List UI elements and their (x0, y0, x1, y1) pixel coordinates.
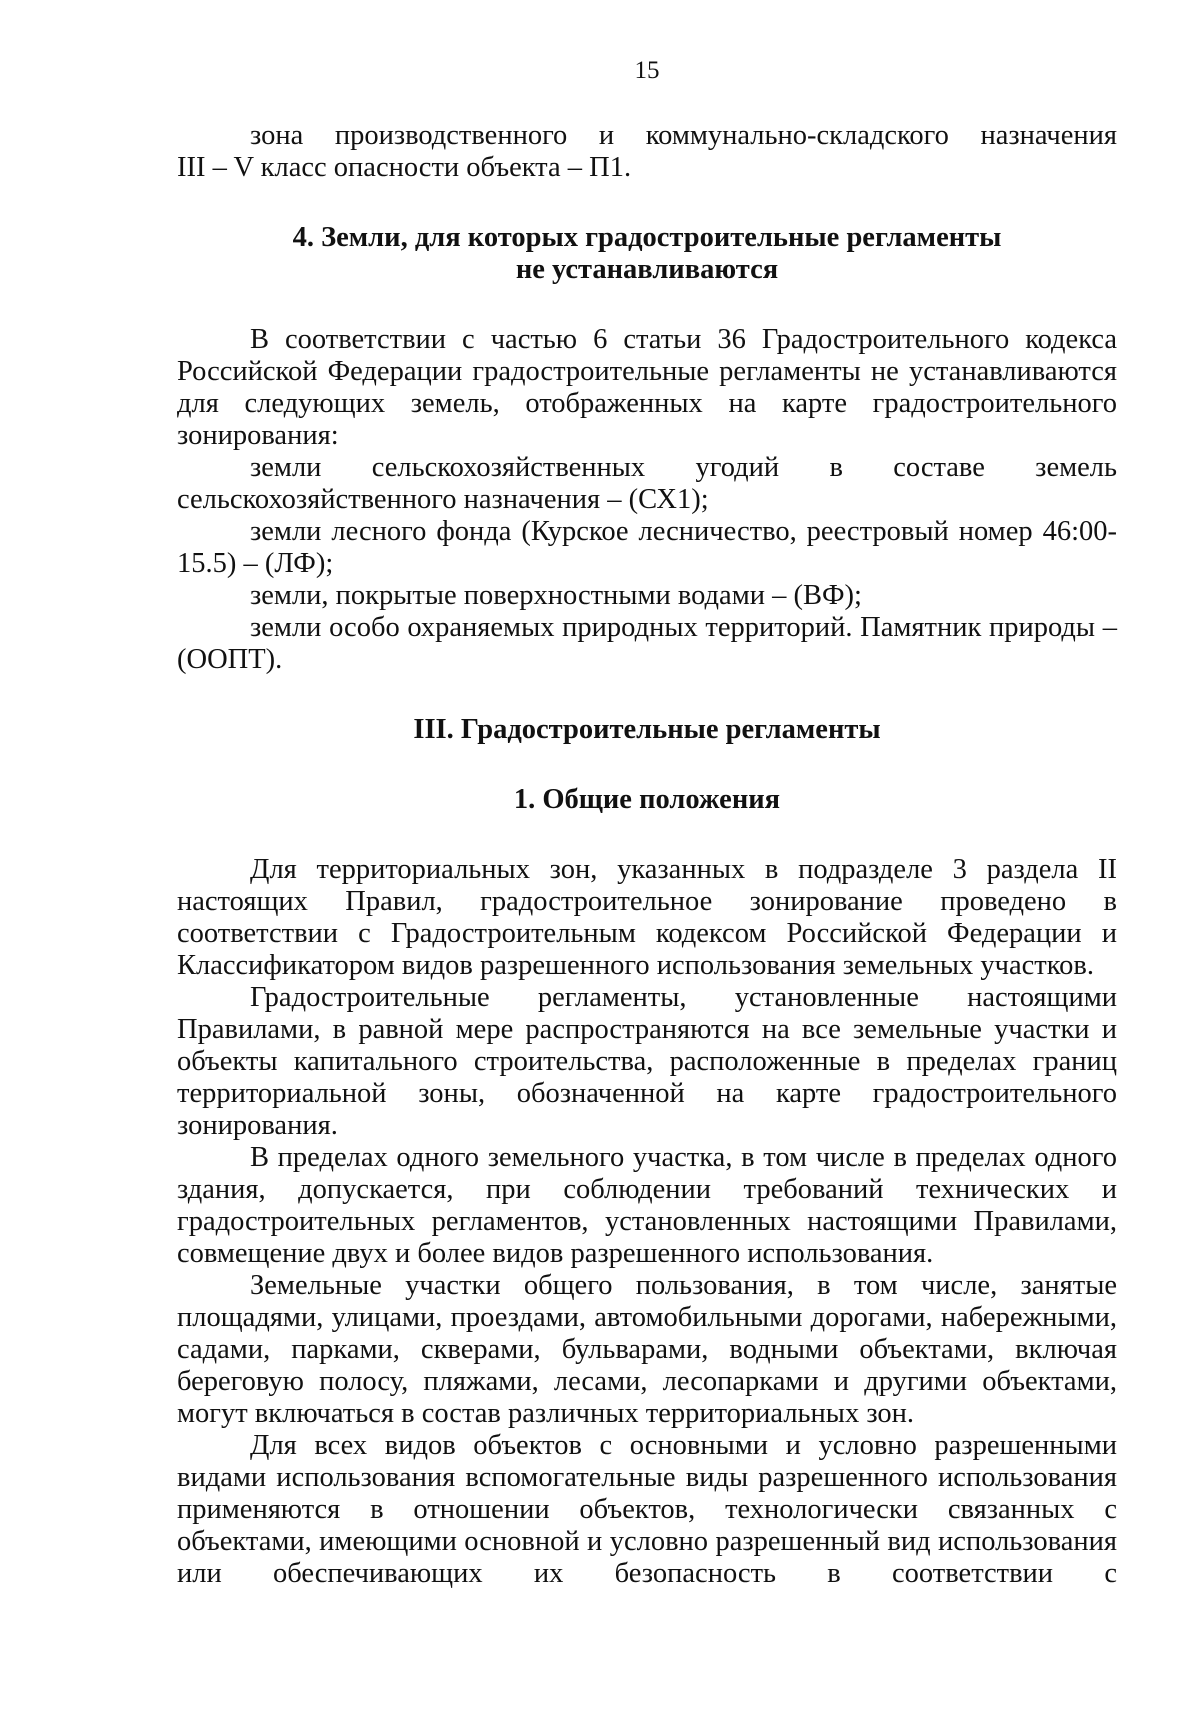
spacer (177, 816, 1117, 854)
general-paragraph: Для территориальных зон, указанных в подразделе 3 раздела II настоящих Правил, градостроительное зонирование проведено в соответствии с Градостроительным кодексом Российской Федерации и Классификатором видов разрешенного использования земельных участков. (177, 854, 1117, 981)
page-number: 15 (634, 57, 660, 84)
general-paragraph: Земельные участки общего пользования, в том числе, занятые площадями, улицами, проездами, автомобильными дорогами, набережными, садами, парками, скверами, бульварами, водными объектами, включая береговую полосу, пляжами, лесами, лесопарками и другими объектами, могут включаться в состав различных территориальных зон. (177, 1270, 1117, 1429)
section-4-paragraph: земли, покрытые поверхностными водами – (ВФ); (250, 580, 862, 611)
section-4-paragraph: В соответствии с частью 6 статьи 36 Градостроительного кодекса Российской Федерации градостроительные регламенты не устанавливаются для следующих земель, отображенных на карте градостроительного зонирования: (177, 324, 1117, 451)
general-paragraph: В пределах одного земельного участка, в том числе в пределах одного здания, допускается, при соблюдении требований технических и градостроительных регламентов, установленных настоящими Правилами, совмещение двух и более видов разрешенного использования. (177, 1142, 1117, 1269)
general-paragraph: Градостроительные регламенты, установленные настоящими Правилами, в равной мере распространяются на все земельные участки и объекты капитального строительства, расположенные в пределах границ территориальной зоны, обозначенной на карте градостроительного зонирования. (177, 982, 1117, 1141)
part-3-title: III. Градостроительные регламенты (413, 714, 881, 745)
spacer (177, 184, 1117, 222)
general-paragraph: Для всех видов объектов с основными и условно разрешенными видами использования вспомогательные виды разрешенного использования применяются в отношении объектов, технологически связанных с объектами, имеющими основной и условно разрешенный вид использования или обеспечивающих их безопасность в соответствии с (177, 1430, 1117, 1589)
spacer (177, 286, 1117, 324)
section-4-paragraph: земли сельскохозяйственных угодий в составе земель сельскохозяйственного назначения – (СХ1); (177, 452, 1117, 515)
section-4-paragraph: земли лесного фонда (Курское лесничество, реестровый номер 46:00-15.5) – (ЛФ); (177, 516, 1117, 579)
intro-line-2: III – V класс опасности объекта – П1. (177, 152, 632, 183)
spacer (177, 746, 1117, 784)
spacer (177, 676, 1117, 714)
general-provisions-title: 1. Общие положения (513, 784, 781, 815)
section-4-title (177, 222, 1117, 286)
section-4-paragraph: земли особо охраняемых природных территорий. Памятник природы – (ООПТ). (177, 612, 1117, 675)
document-body (177, 120, 1117, 1590)
section-4-title-line-2: не устанавливаются (515, 254, 779, 285)
intro-line-1: зона производственного и коммунально-складского назначения (250, 120, 1117, 151)
section-4-title-line-1: 4. Земли, для которых градостроительные регламенты (292, 222, 1002, 253)
